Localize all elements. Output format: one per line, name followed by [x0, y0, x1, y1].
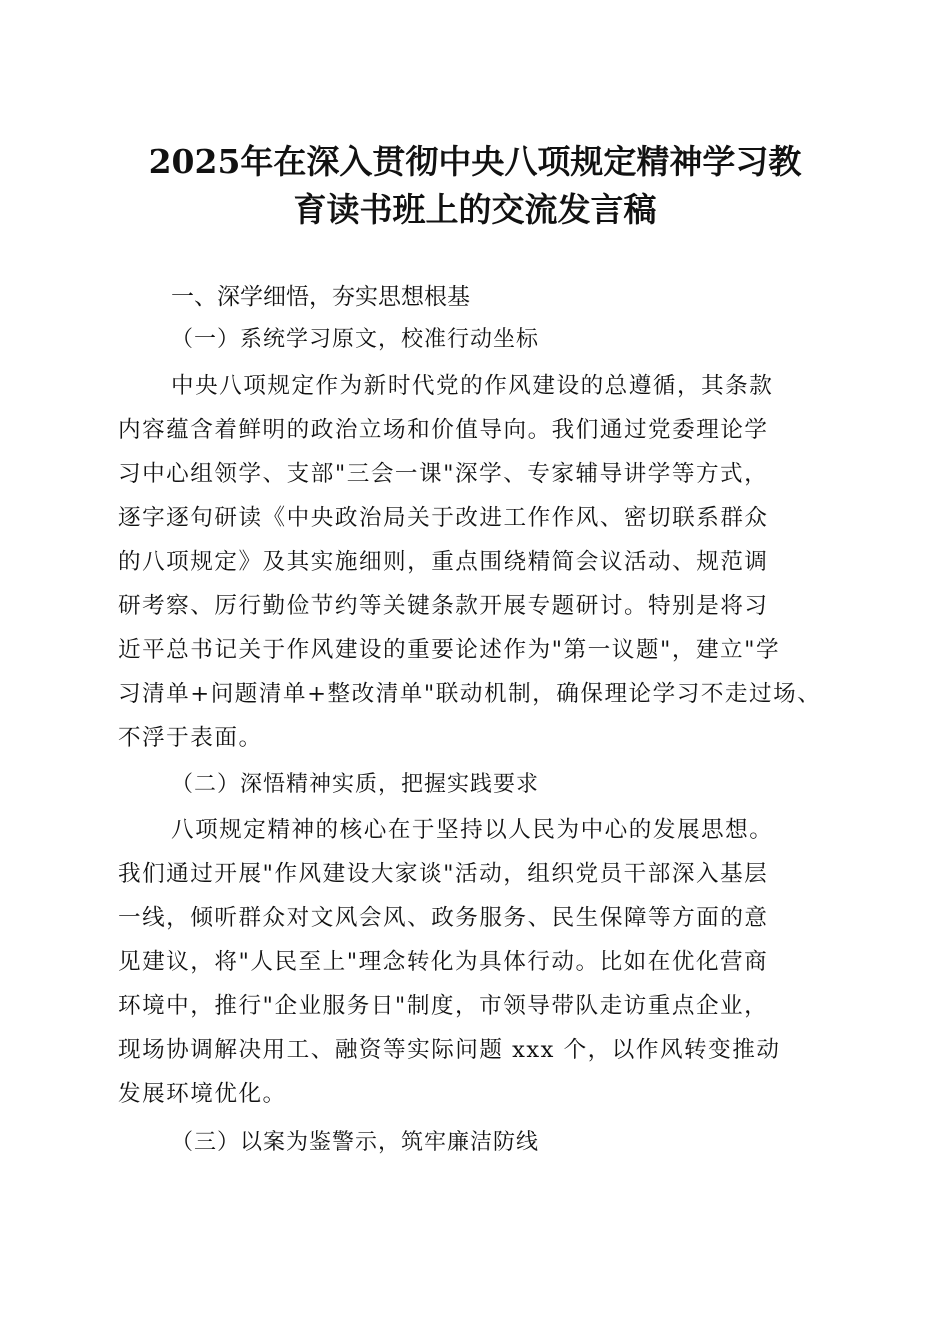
paragraph-line: 环境中，推行"企业服务日"制度，市领导带队走访重点企业， — [118, 993, 769, 1019]
paragraph-line: 我们通过开展"作风建设大家谈"活动，组织党员干部深入基层 — [118, 861, 769, 887]
subsection-heading-1: （一）系统学习原文，校准行动坐标 — [171, 327, 540, 352]
subsection-heading-3: （三）以案为鉴警示，筑牢廉洁防线 — [171, 1130, 540, 1155]
paragraph-line: 研考察、厉行勤俭节约等关键条款开展专题研讨。特别是将习 — [118, 593, 769, 619]
paragraph-line: 逐字逐句研读《中央政治局关于改进工作作风、密切联系群众 — [118, 505, 769, 531]
title-line-2: 育读书班上的交流发言稿 — [293, 190, 657, 229]
document-title — [118, 138, 832, 234]
paragraph-line: 见建议，将"人民至上"理念转化为具体行动。比如在优化营商 — [118, 949, 769, 975]
paragraph-line: 发展环境优化。 — [118, 1081, 287, 1107]
title-line-1: 2025年在深入贯彻中央八项规定精神学习教 — [148, 142, 802, 181]
paragraph-line: 一线，倾听群众对文风会风、政务服务、民生保障等方面的意 — [118, 905, 769, 931]
paragraph-line: 不浮于表面。 — [118, 725, 263, 751]
section-heading-1: 一、深学细悟，夯实思想根基 — [171, 284, 470, 310]
subsection-heading-2: （二）深悟精神实质，把握实践要求 — [171, 772, 540, 797]
paragraph-line: 内容蕴含着鲜明的政治立场和价值导向。我们通过党委理论学 — [118, 417, 769, 443]
paragraph-line: 习清单+问题清单+整改清单"联动机制，确保理论学习不走过场、 — [118, 681, 822, 707]
paragraph-line: 近平总书记关于作风建设的重要论述作为"第一议题"，建立"学 — [118, 637, 781, 663]
paragraph-line: 中央八项规定作为新时代党的作风建设的总遵循，其条款 — [171, 373, 774, 399]
paragraph-line: 习中心组领学、支部"三会一课"深学、专家辅导讲学等方式， — [118, 461, 769, 487]
paragraph-line: 的八项规定》及其实施细则，重点围绕精简会议活动、规范调 — [118, 549, 769, 575]
paragraph-line: 现场协调解决用工、融资等实际问题 xxx 个，以作风转变推动 — [118, 1037, 781, 1063]
paragraph-line: 八项规定精神的核心在于坚持以人民为中心的发展思想。 — [171, 817, 774, 843]
